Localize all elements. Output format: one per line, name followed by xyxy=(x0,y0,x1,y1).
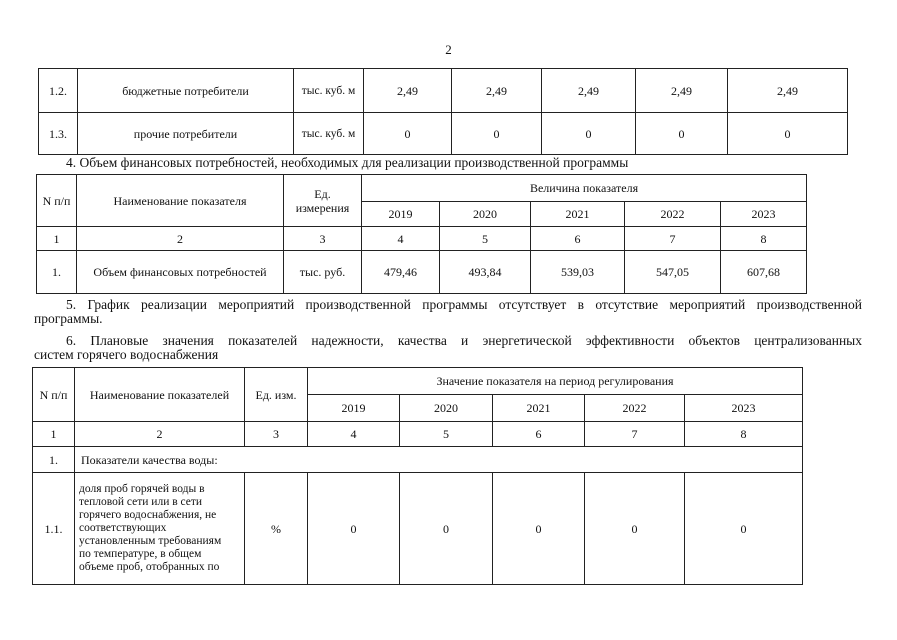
year-header: 2022 xyxy=(625,202,721,227)
column-index: 1 xyxy=(37,227,77,251)
value-2023: 0 xyxy=(728,113,848,155)
indicator-name: бюджетные потребители xyxy=(78,69,294,113)
row-number: 1.3. xyxy=(39,113,78,155)
row-number: 1. xyxy=(33,447,75,473)
value-2023: 607,68 xyxy=(721,251,807,294)
unit: тыс. куб. м xyxy=(294,69,364,113)
indicator-name-line: соответствующих xyxy=(79,522,167,534)
table-row xyxy=(39,69,848,113)
header-row xyxy=(37,175,807,202)
section-6-line-2: систем горячего водоснабжения xyxy=(34,347,219,362)
column-header-value-group: Величина показателя xyxy=(362,175,807,202)
group-row xyxy=(33,447,803,473)
value-2021: 539,03 xyxy=(531,251,625,294)
column-index: 3 xyxy=(284,227,362,251)
column-index: 4 xyxy=(308,422,400,447)
index-row xyxy=(33,422,803,447)
year-header: 2019 xyxy=(362,202,440,227)
column-index: 4 xyxy=(362,227,440,251)
column-index: 5 xyxy=(440,227,531,251)
column-header-value-group: Значение показателя на период регулирования xyxy=(308,368,803,395)
quality-indicators-table xyxy=(32,367,803,585)
value-2021: 0 xyxy=(493,473,585,585)
year-header: 2022 xyxy=(585,395,685,422)
financial-needs-table xyxy=(36,174,807,294)
column-index: 1 xyxy=(33,422,75,447)
column-header-name: Наименование показателя xyxy=(77,175,284,227)
section-6-line-1: 6. Плановые значения показателей надежности, качества и энергетической эффективности объектов централизованных xyxy=(66,333,862,348)
indicator-name-line: объеме проб, отобранных по xyxy=(79,561,220,573)
column-header-num: N п/п xyxy=(33,368,75,422)
indicator-name: прочие потребители xyxy=(78,113,294,155)
column-index: 6 xyxy=(531,227,625,251)
table-row xyxy=(33,473,803,585)
value-2019: 0 xyxy=(364,113,452,155)
group-label: Показатели качества воды: xyxy=(75,447,803,473)
indicator-name-line: тепловой сети или в сети xyxy=(79,496,203,508)
value-2022: 0 xyxy=(585,473,685,585)
value-2021: 0 xyxy=(542,113,636,155)
indicator-name-line: доля проб горячей воды в xyxy=(79,483,205,495)
value-2019: 2,49 xyxy=(364,69,452,113)
row-number: 1.2. xyxy=(39,69,78,113)
column-index: 2 xyxy=(77,227,284,251)
value-2023: 0 xyxy=(685,473,803,585)
column-header-name: Наименование показателей xyxy=(75,368,245,422)
year-header: 2023 xyxy=(721,202,807,227)
indicator-name: Объем финансовых потребностей xyxy=(77,251,284,294)
row-number: 1.1. xyxy=(33,473,75,585)
column-header-unit: Ед. изм. xyxy=(245,368,308,422)
value-2020: 2,49 xyxy=(452,69,542,113)
section-5-line-2: программы. xyxy=(34,311,103,326)
column-index: 7 xyxy=(625,227,721,251)
column-index: 2 xyxy=(75,422,245,447)
value-2020: 0 xyxy=(452,113,542,155)
column-index: 6 xyxy=(493,422,585,447)
volume-table-continued xyxy=(38,68,848,155)
section-4-heading: 4. Объем финансовых потребностей, необходимых для реализации производственной программы xyxy=(66,155,629,170)
value-2019: 0 xyxy=(308,473,400,585)
indicator-name-line: по температуре, в общем xyxy=(79,548,202,560)
column-index: 5 xyxy=(400,422,493,447)
value-2019: 479,46 xyxy=(362,251,440,294)
unit: % xyxy=(245,473,308,585)
column-index: 3 xyxy=(245,422,308,447)
value-2022: 0 xyxy=(636,113,728,155)
column-index: 8 xyxy=(721,227,807,251)
table-row xyxy=(37,251,807,294)
column-header-unit: Ед. измерения xyxy=(284,175,362,227)
year-header: 2020 xyxy=(400,395,493,422)
year-header: 2021 xyxy=(531,202,625,227)
year-header: 2019 xyxy=(308,395,400,422)
value-2022: 547,05 xyxy=(625,251,721,294)
year-header: 2021 xyxy=(493,395,585,422)
value-2020: 0 xyxy=(400,473,493,585)
section-5-line-1: 5. График реализации мероприятий производственной программы отсутствует в отсутствие мероприятий производственной xyxy=(66,297,862,312)
year-header: 2023 xyxy=(685,395,803,422)
table-row xyxy=(39,113,848,155)
page-number: 2 xyxy=(445,42,452,57)
indicator-name-line: горячего водоснабжения, не xyxy=(79,509,217,521)
column-index: 8 xyxy=(685,422,803,447)
unit: тыс. руб. xyxy=(284,251,362,294)
year-header: 2020 xyxy=(440,202,531,227)
unit: тыс. куб. м xyxy=(294,113,364,155)
indicator-name xyxy=(75,473,245,585)
indicator-name-line: установленным требованиям xyxy=(79,535,222,547)
value-2022: 2,49 xyxy=(636,69,728,113)
value-2021: 2,49 xyxy=(542,69,636,113)
value-2020: 493,84 xyxy=(440,251,531,294)
row-number: 1. xyxy=(37,251,77,294)
column-header-num: N п/п xyxy=(37,175,77,227)
value-2023: 2,49 xyxy=(728,69,848,113)
header-row xyxy=(33,368,803,395)
column-index: 7 xyxy=(585,422,685,447)
index-row xyxy=(37,227,807,251)
